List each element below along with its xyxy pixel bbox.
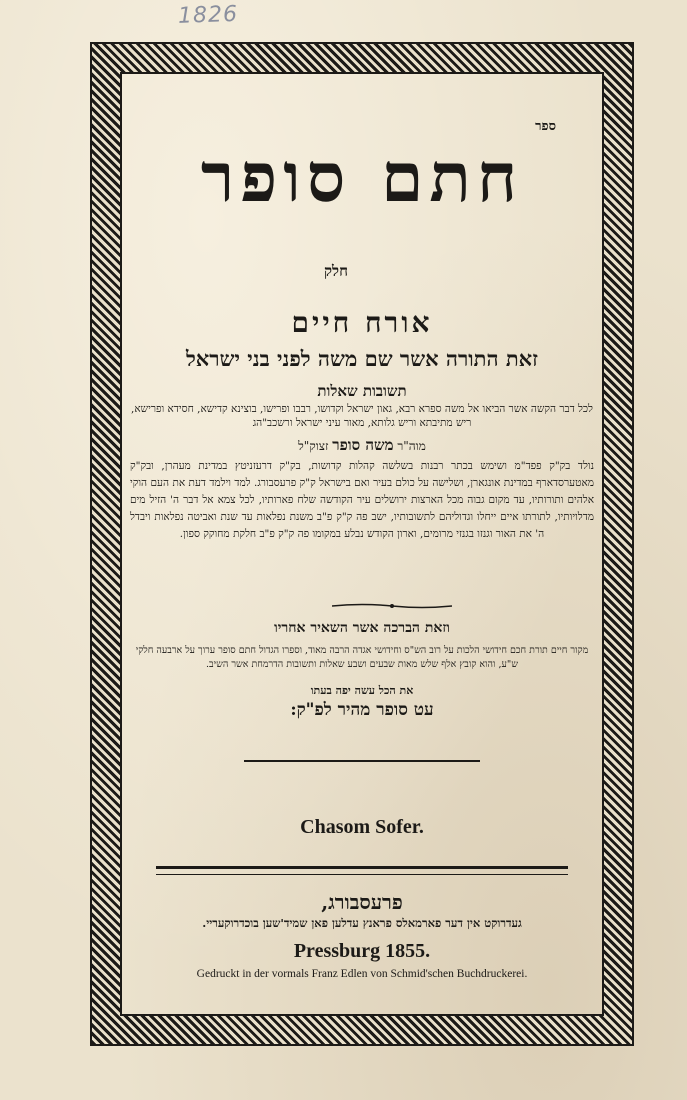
main-title: חתם סופר	[200, 138, 524, 218]
vezot-line: וזאת הברכה אשר השאיר אחריו	[274, 620, 450, 636]
teshuvot-line: תשובות שאלות	[317, 382, 407, 400]
title-page-content	[126, 80, 598, 1010]
biography-paragraph: נולד בק"ק פפד"מ ושימש בכתר רבנות בשלשה קהלות קדושות, בק"ק דרעזניטץ במדינת מעהרן, ובק"ק מאטערסדארף במדינת אונגארן, ושלישה על כולם בעיר ואם בישראל ק"ק פרעסבורג. למד וילמד דעת את העם הוקי אלהים ותורותיו, עד מקום גבוה מכל הארצות ירושלים עיר הקודשה שלח פארותיו, לכל צמא אל דבר ה' הזיל מים מדלויותיו, לתורתו איים ייחלו וגדוליהם לתשובותיו, ישב פה ק"ק פ"ב משנת נפלאות עד שנת ואביטה נפלאות ויבדל ה' את האור וגנזו בגנזי מרומים, וארון הקודש נבלע במקומו פה ק"ק פ"ב חלקת מחוקק ספון.	[130, 460, 594, 540]
et-hakol-line: את הכל עשה יפה בעתו	[310, 684, 414, 697]
intro-paragraph: לכל דבר הקשה אשר הביאו אל משה ספרא רבא, גאון ישראל וקדושו, רבבו ופרישו, בוצינא קדישא, חסידא ופרישא, ריש מתיבתא וריש גלותא, מאור עיני ישראל ורשכב"הג	[131, 403, 593, 429]
city-hebrew: פרעסבורג,	[321, 890, 403, 914]
manuscript-note: 1826	[177, 1, 239, 29]
section-title: אורח חיים	[291, 306, 433, 339]
year-chronogram: עט סופר מהיר לפ"ק:	[290, 700, 434, 720]
author-suffix: זצוק"ל	[298, 439, 329, 453]
helek-label: חלק	[324, 262, 348, 280]
author-name: משה סופר	[332, 436, 394, 454]
double-rule	[156, 866, 568, 875]
author-prefix: מוה"ר	[397, 439, 426, 453]
latin-printer: Gedruckt in der vormals Franz Edlen von Schmid'schen Buchdruckerei.	[196, 968, 528, 980]
latin-city-year: Pressburg 1855.	[293, 940, 431, 962]
verse-line: זאת התורה אשר שם משה לפני בני ישראל	[185, 346, 539, 371]
author-line	[126, 436, 598, 455]
printer-hebrew: געדרוקט אין דער פארמאלס פראנץ עדלען פאן שמיד'שען בוכדרוקעריי.	[202, 916, 522, 930]
divider-rule	[244, 760, 480, 762]
works-paragraph: מקור חיים תורת חכם חידושי הלכות על רוב הש"ס וחידושי אגדה הרבה מאוד, וספרו הגדול חתם סופר ערוך על ארבעה חלקי ש"ע, והוא קובץ אלף שלש מאות שבעים ושבע שאלות ותשובות הדרמחת אשר השיב.	[135, 645, 589, 670]
ornamental-divider	[332, 603, 452, 609]
latin-title: Chasom Sofer.	[300, 816, 424, 838]
sefer-label: ספר	[535, 119, 556, 134]
